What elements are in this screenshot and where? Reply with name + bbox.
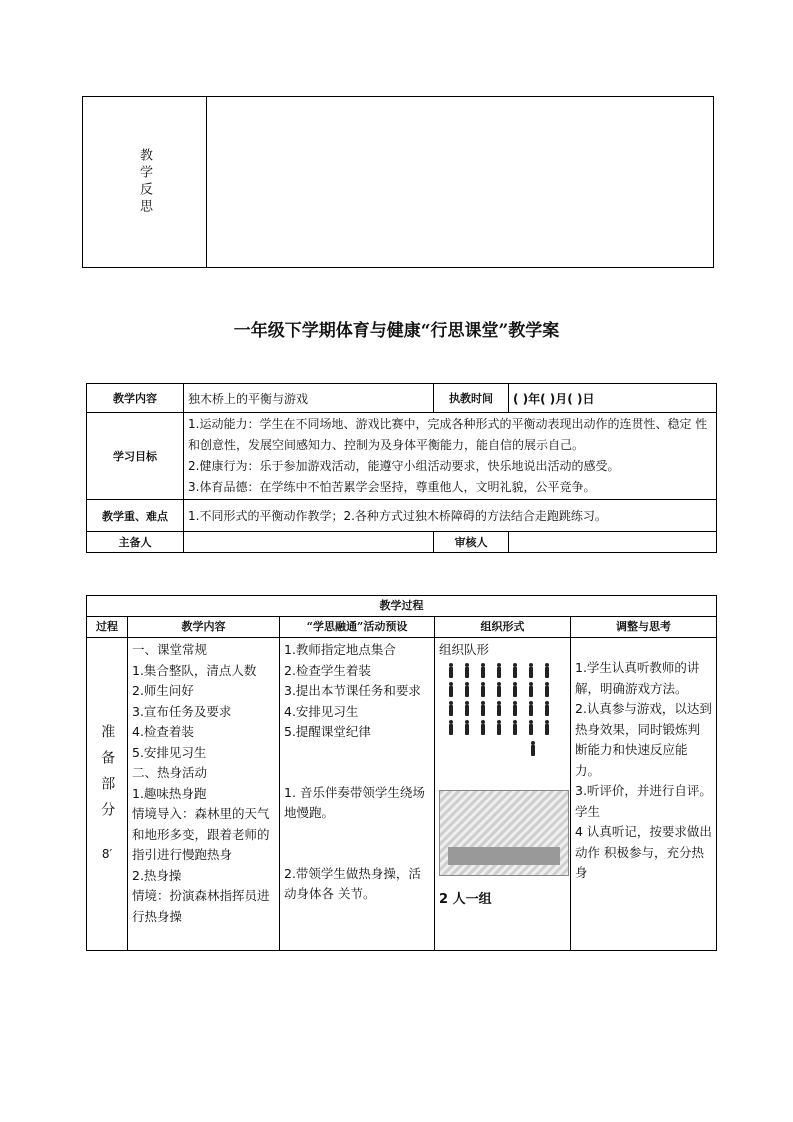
header-phase: 过程 xyxy=(87,617,128,638)
content-line: 3.宣布任务及要求 xyxy=(132,703,232,719)
student-marker xyxy=(529,686,533,697)
content-line: 二、热身活动 xyxy=(132,765,208,780)
formation-diagram xyxy=(445,667,566,735)
content-line: 一、课堂常规 xyxy=(132,642,208,657)
student-marker xyxy=(481,667,485,678)
student-marker xyxy=(449,686,453,697)
goals-cell xyxy=(184,413,717,500)
reflection-label: 教学反思 xyxy=(137,148,152,216)
activity-line: 3.提出本节课任务和要求 xyxy=(284,683,421,698)
student-marker xyxy=(481,724,485,735)
student-marker xyxy=(529,667,533,678)
phase-cell xyxy=(87,638,128,951)
preparer-label: 主备人 xyxy=(87,532,184,553)
phase-label: 准备部分 xyxy=(99,723,116,828)
student-marker xyxy=(449,705,453,716)
student-marker xyxy=(545,686,549,697)
student-marker xyxy=(449,667,453,678)
student-marker xyxy=(513,705,517,716)
student-marker xyxy=(481,705,485,716)
time-value: ( )年( )月( )日 xyxy=(509,384,717,413)
reviewer-value xyxy=(509,532,717,553)
activity-exercise: 2.带领学生做热身操，活动身体各 关节。 xyxy=(284,865,421,901)
student-marker xyxy=(465,667,469,678)
student-marker xyxy=(449,724,453,735)
org-pair: 2 人一组 xyxy=(439,891,492,907)
header-content: 教学内容 xyxy=(128,617,280,638)
adjust-line: 3.听评价，并进行自评。 xyxy=(575,783,712,798)
reviewer-label: 审核人 xyxy=(434,532,509,553)
student-marker xyxy=(545,724,549,735)
content-cell xyxy=(128,638,280,951)
time-label: 执教时间 xyxy=(434,384,509,413)
reflection-box xyxy=(82,96,714,268)
student-marker xyxy=(497,667,501,678)
student-marker xyxy=(529,705,533,716)
activity-cell xyxy=(280,638,435,951)
preparer-value xyxy=(184,532,434,553)
content-line: 2.热身操 xyxy=(132,867,182,883)
activity-photo xyxy=(439,790,569,876)
activity-run: 1. 音乐伴奏带领学生绕场地慢跑。 xyxy=(284,784,425,820)
activity-line: 1.教师指定地点集合 xyxy=(284,642,396,657)
content-line: 1.趣味热身跑 xyxy=(132,785,207,801)
phase-time: 8′ xyxy=(101,847,113,861)
student-marker xyxy=(497,686,501,697)
header-activity: “学思融通”活动预设 xyxy=(280,617,435,638)
student-marker xyxy=(465,705,469,716)
student-marker xyxy=(545,667,549,678)
activity-line: 2.检查学生着装 xyxy=(284,662,371,678)
student-marker xyxy=(513,686,517,697)
student-marker xyxy=(481,686,485,697)
content-line: 2.师生问好 xyxy=(132,683,194,698)
adjust-cell xyxy=(571,638,717,951)
adjust-line: 4 认真听记，按要求做出动作 积极参与，充分热身 xyxy=(575,824,712,880)
content-line: 情境导入：森林里的天气和地形多变，跟着老师的指引进行慢跑热身 xyxy=(132,806,270,862)
org-label: 组织队形 xyxy=(439,642,490,657)
goal-item: 2.健康行为：乐于参加游戏活动，能遵守小组活动要求，快乐地说出活动的感受。 xyxy=(188,459,620,473)
student-marker xyxy=(465,686,469,697)
adjust-line: 2.认真参与游戏，以达到热身效果，同时锻炼判断能力和快速反应能力。 xyxy=(575,701,712,778)
adjust-line: 学生 xyxy=(575,803,601,819)
adjust-line: 1.学生认真听教师的讲解，明确游戏方法。 xyxy=(575,660,700,696)
content-line: 1.集合整队，清点人数 xyxy=(132,662,257,678)
process-title: 教学过程 xyxy=(87,596,717,617)
student-marker xyxy=(545,705,549,716)
content-label: 教学内容 xyxy=(87,384,184,413)
goal-item: 3.体育品德：在学练中不怕苦累学会坚持，尊重他人，文明礼貌，公平竞争。 xyxy=(188,480,596,494)
student-marker xyxy=(529,724,533,735)
student-marker xyxy=(465,724,469,735)
process-table xyxy=(86,595,717,951)
activity-line: 5.提醒课堂纪律 xyxy=(284,724,371,739)
teacher-marker xyxy=(531,745,535,756)
content-value: 独木桥上的平衡与游戏 xyxy=(184,384,434,413)
organization-cell xyxy=(435,638,571,951)
student-marker xyxy=(513,724,517,735)
activity-line: 4.安排见习生 xyxy=(284,703,359,719)
content-line: 情境：扮演森林指挥员进行热身操 xyxy=(132,888,270,924)
student-marker xyxy=(497,705,501,716)
student-marker xyxy=(497,724,501,735)
reflection-label-cell xyxy=(83,97,207,267)
content-line: 5.安排见习生 xyxy=(132,744,207,760)
content-line: 4.检查着装 xyxy=(132,724,194,739)
key-value: 1.不同形式的平衡动作教学；2.各种方式过独木桥障碍的方法结合走跑跳练习。 xyxy=(184,500,717,532)
page-title: 一年级下学期体育与健康“行思课堂”教学案 xyxy=(233,321,560,341)
header-adjust: 调整与思考 xyxy=(571,617,717,638)
student-marker xyxy=(513,667,517,678)
key-label: 教学重、难点 xyxy=(87,500,184,532)
goal-item: 1.运动能力：学生在不同场地、游戏比赛中，完成各种形式的平衡动表现出动作的连贯性、稳定 性和创意性，发展空间感知力、控制为及身体平衡能力，能自信的展示自己。 xyxy=(188,417,708,452)
info-table xyxy=(86,383,717,553)
header-organization: 组织形式 xyxy=(435,617,571,638)
goal-label: 学习目标 xyxy=(87,413,184,500)
